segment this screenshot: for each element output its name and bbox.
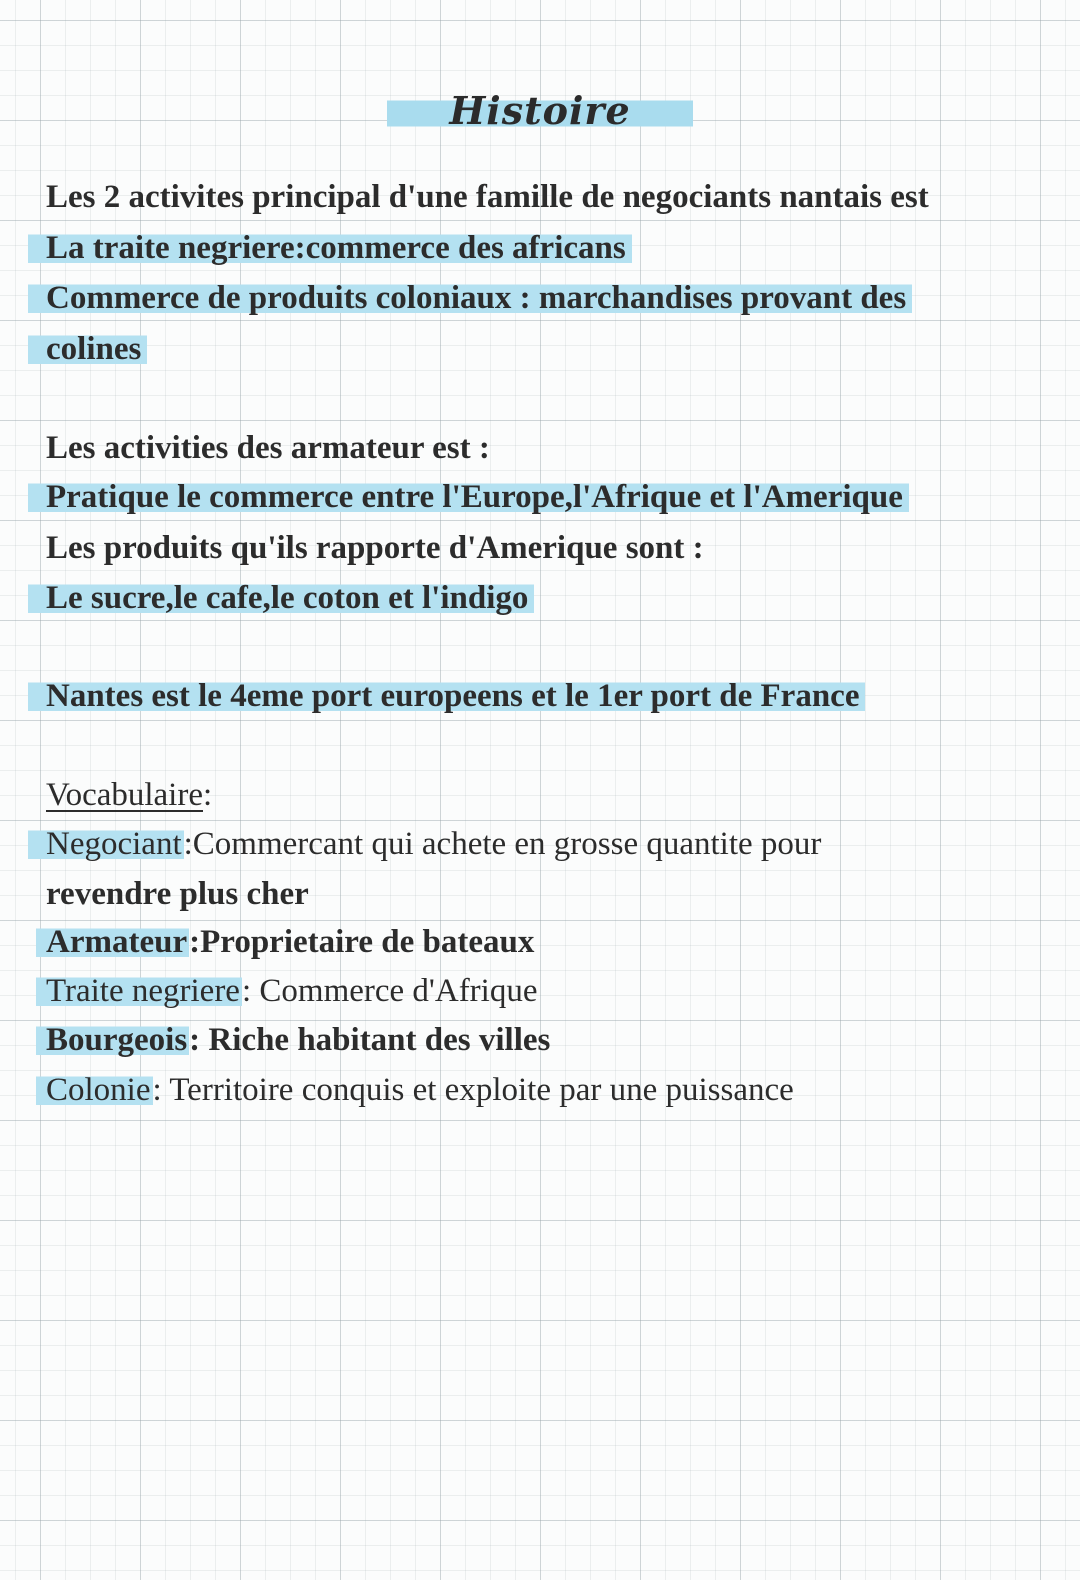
section2-answer1 — [46, 477, 909, 517]
section1-intro: Les 2 activites principal d'une famille de negociants nantais est — [46, 179, 929, 215]
section1-item2-text1: Commerce de produits coloniaux : marchandises provant des — [28, 280, 912, 316]
section3-fact — [46, 676, 865, 716]
vocab-definition: Proprietaire de bateaux — [200, 924, 535, 960]
vocab-term: Bourgeois — [36, 1022, 189, 1058]
section2-answer2-text: Le sucre,le cafe,le coton et l'indigo — [28, 580, 534, 616]
vocab-definition: Territoire conquis et exploite par une puissance — [169, 1072, 794, 1108]
vocab-term: Traite negriere — [36, 973, 242, 1009]
section2-intro: Les activities des armateur est : — [46, 430, 490, 466]
vocab-sep: : — [189, 924, 201, 960]
vocab-term: Negociant — [28, 826, 184, 862]
vocab-definition: Commercant qui achete en grosse quantite pour — [192, 826, 822, 862]
section3-fact-text: Nantes est le 4eme port europeens et le 1er port de France — [28, 678, 865, 714]
vocab-entry-negociant-continuation: revendre plus cher — [46, 876, 309, 912]
vocab-entry-colonie — [46, 1070, 794, 1110]
vocabulary-heading: Vocabulaire — [46, 777, 203, 813]
section2-answer1-text: Pratique le commerce entre l'Europe,l'Afrique et l'Amerique — [28, 479, 909, 515]
vocab-entry-traite — [46, 971, 538, 1011]
vocab-entry-armateur — [46, 922, 534, 962]
title-highlight — [387, 88, 692, 133]
page-title: Histoire — [449, 88, 631, 133]
section1-item2-text2: colines — [28, 331, 147, 367]
section2-answer2 — [46, 578, 534, 618]
vocab-sep: : — [241, 973, 260, 1009]
vocab-sep: : — [152, 1072, 170, 1108]
vocabulary-heading-line — [46, 775, 212, 815]
vocabulary-heading-suffix: : — [203, 777, 213, 813]
vocab-term: Colonie — [36, 1072, 153, 1108]
section1-item2-line1 — [46, 278, 912, 318]
vocab-definition: Riche habitant des villes — [208, 1022, 551, 1058]
vocab-sep: : — [189, 1022, 209, 1058]
vocab-sep: : — [183, 826, 193, 862]
vocab-term: Armateur — [36, 924, 189, 960]
section1-item1 — [46, 228, 632, 268]
vocab-entry-bourgeois — [46, 1020, 550, 1060]
vocab-definition: Commerce d'Afrique — [259, 973, 538, 1009]
vocab-entry-negociant — [46, 824, 821, 864]
section1-item2-line2 — [46, 329, 147, 369]
title-block — [0, 88, 1080, 133]
section1-item1-text: La traite negriere:commerce des africans — [28, 230, 632, 266]
section2-question2: Les produits qu'ils rapporte d'Amerique sont : — [46, 530, 704, 566]
